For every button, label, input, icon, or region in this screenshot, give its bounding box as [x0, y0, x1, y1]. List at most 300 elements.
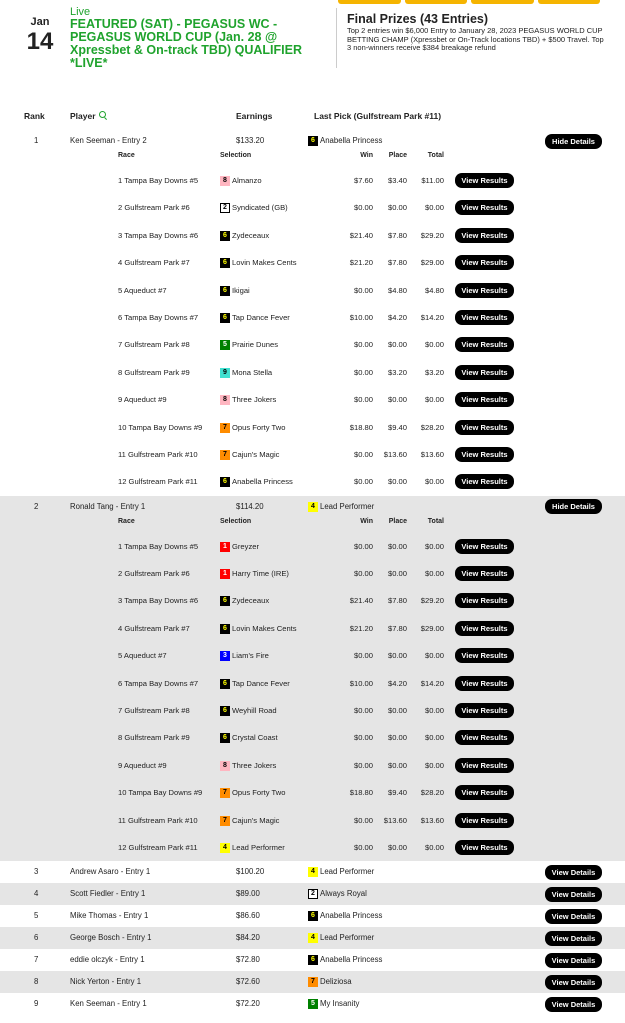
col-total: Total — [427, 517, 444, 525]
total-cell: $14.20 — [420, 312, 444, 322]
last-pick-cell — [308, 861, 374, 883]
place-cell: $0.00 — [387, 340, 407, 350]
total-cell: $0.00 — [424, 203, 444, 213]
header-divider — [336, 8, 337, 68]
selection-name: Tap Dance Fever — [232, 678, 290, 688]
selection-name: Zydeceaux — [232, 230, 270, 240]
race-cell: 2 Gulfstream Park #6 — [118, 569, 190, 579]
last-pick-cell — [308, 130, 382, 152]
place-cell: $0.00 — [387, 733, 407, 743]
race-cell: 11 Gulfstream Park #10 — [118, 449, 198, 459]
place-cell: $0.00 — [387, 569, 407, 579]
player-cell[interactable]: Nick Yerton - Entry 1 — [70, 977, 142, 987]
race-row — [0, 834, 625, 861]
total-cell: $0.00 — [424, 477, 444, 487]
selection-name: Opus Forty Two — [232, 788, 286, 798]
post-position-badge: 4 — [220, 843, 230, 853]
col-player-label: Player — [70, 111, 96, 121]
col-player — [70, 111, 96, 121]
post-position-badge: 2 — [220, 203, 230, 213]
earnings-cell: $114.20 — [236, 501, 264, 511]
earnings-cell: $72.60 — [236, 977, 260, 987]
win-cell: $7.60 — [353, 176, 373, 185]
col-race: Race — [118, 152, 135, 159]
race-cell: 4 Gulfstream Park #7 — [118, 258, 190, 268]
total-cell: $0.00 — [424, 842, 444, 852]
view-results-button[interactable]: View Results — [455, 593, 514, 608]
entry-details — [0, 152, 625, 496]
selection-name: Weyhill Road — [232, 706, 277, 716]
selection-cell — [220, 752, 276, 779]
win-cell: $0.00 — [353, 815, 373, 825]
race-row — [0, 533, 625, 560]
table-row — [0, 971, 625, 993]
place-cell: $13.60 — [383, 815, 407, 825]
selection-name: Zydeceaux — [232, 596, 270, 606]
selection-cell — [220, 167, 262, 194]
details-header — [0, 152, 625, 167]
view-details-button[interactable]: View Details — [545, 865, 602, 880]
win-cell: $21.20 — [349, 623, 373, 633]
post-position-badge: 8 — [220, 761, 230, 771]
post-position-badge: 7 — [220, 816, 230, 826]
earnings-cell: $72.80 — [236, 955, 260, 965]
rank-cell: 5 — [34, 911, 39, 921]
post-position-badge: 6 — [220, 706, 230, 716]
total-cell: $28.20 — [420, 422, 444, 432]
player-cell[interactable]: Mike Thomas - Entry 1 — [70, 911, 149, 921]
date-day: 14 — [26, 28, 54, 55]
rank-cell: 9 — [34, 999, 39, 1009]
place-cell: $7.80 — [387, 623, 407, 633]
race-cell: 9 Aqueduct #9 — [118, 760, 167, 770]
player-cell[interactable]: Andrew Asaro - Entry 1 — [70, 867, 151, 877]
win-cell: $21.40 — [349, 596, 373, 606]
contest-info — [70, 6, 318, 70]
selection-cell — [220, 834, 285, 861]
rank-cell: 3 — [34, 867, 39, 877]
race-row — [0, 642, 625, 669]
last-pick-cell — [308, 993, 359, 1015]
post-position-badge: 6 — [220, 231, 230, 241]
post-position-badge: 4 — [308, 933, 318, 943]
table-row — [0, 130, 625, 152]
selection-cell — [220, 277, 250, 304]
prizes-info — [347, 12, 609, 53]
place-cell: $9.40 — [387, 422, 407, 432]
selection-name: Ikigai — [232, 285, 250, 295]
place-cell: $0.00 — [387, 842, 407, 852]
player-cell[interactable]: Ken Seeman - Entry 1 — [70, 999, 147, 1009]
table-row — [0, 927, 625, 949]
race-cell: 7 Gulfstream Park #8 — [118, 340, 190, 350]
total-cell: $3.20 — [424, 367, 444, 377]
win-cell: $18.80 — [349, 788, 373, 798]
selection-cell — [220, 304, 290, 331]
race-row — [0, 560, 625, 587]
leaderboard-header — [0, 111, 625, 125]
last-pick-cell — [308, 927, 374, 949]
view-results-button[interactable]: View Results — [455, 539, 514, 554]
race-cell: 7 Gulfstream Park #8 — [118, 706, 190, 716]
post-position-badge: 3 — [220, 651, 230, 661]
view-results-button[interactable]: View Results — [455, 621, 514, 636]
selection-cell — [220, 560, 289, 587]
view-results-button[interactable]: View Results — [455, 840, 514, 855]
win-cell: $0.00 — [353, 477, 373, 487]
total-cell: $29.00 — [420, 258, 444, 268]
win-cell: $10.00 — [349, 678, 373, 688]
entry-details — [0, 518, 625, 862]
selection-cell — [220, 386, 276, 413]
last-pick-name: Lead Performer — [320, 933, 375, 943]
win-cell: $0.00 — [353, 651, 373, 661]
race-row — [0, 331, 625, 358]
total-cell: $29.20 — [420, 230, 444, 240]
race-cell: 6 Tampa Bay Downs #7 — [118, 678, 199, 688]
race-cell: 4 Gulfstream Park #7 — [118, 623, 190, 633]
place-cell: $0.00 — [387, 395, 407, 405]
total-cell: $13.60 — [420, 815, 444, 825]
col-selection: Selection — [220, 517, 252, 525]
rank-cell: 2 — [34, 501, 39, 511]
total-cell: $0.00 — [424, 395, 444, 405]
post-position-badge: 6 — [220, 258, 230, 268]
last-pick-name: Anabella Princess — [320, 911, 383, 921]
place-cell: $4.20 — [387, 312, 407, 322]
place-cell: $7.80 — [387, 258, 407, 268]
race-row — [0, 304, 625, 331]
selection-name: Syndicated (GB) — [232, 203, 288, 213]
win-cell: $10.00 — [349, 312, 373, 322]
race-row — [0, 779, 625, 806]
earnings-cell: $84.20 — [236, 933, 260, 943]
prizes-description: Top 2 entries win $6,000 Entry to January 28, 2023 PEGASUS WORLD CUP BETTING CHAMP (Xpressbet or On-Track locations TBD) + $500 Travel. Top 3 non-winners receive $384 breakage refund — [347, 26, 604, 53]
race-cell: 1 Tampa Bay Downs #5 — [118, 176, 199, 185]
total-cell: $0.00 — [424, 569, 444, 579]
win-cell: $0.00 — [353, 203, 373, 213]
place-cell: $3.40 — [387, 176, 407, 185]
last-pick-cell — [308, 883, 367, 905]
race-cell: 12 Gulfstream Park #11 — [118, 477, 198, 487]
table-row — [0, 905, 625, 927]
last-pick-name: Anabella Princess — [320, 136, 383, 145]
post-position-badge: 6 — [220, 477, 230, 487]
selection-name: Three Jokers — [232, 760, 277, 770]
selection-name: Lovin Makes Cents — [232, 258, 297, 268]
table-row — [0, 993, 625, 1015]
col-place: Place — [388, 517, 407, 525]
total-cell: $0.00 — [424, 760, 444, 770]
details-header — [0, 518, 625, 533]
race-cell: 8 Gulfstream Park #9 — [118, 733, 190, 743]
table-row — [0, 861, 625, 883]
race-cell: 6 Tampa Bay Downs #7 — [118, 312, 199, 322]
view-results-button[interactable]: View Results — [455, 785, 514, 800]
player-cell[interactable]: Ronald Tang - Entry 1 — [70, 501, 146, 511]
col-win: Win — [360, 517, 373, 525]
race-cell: 10 Tampa Bay Downs #9 — [118, 422, 203, 432]
race-row — [0, 807, 625, 834]
earnings-cell: $72.20 — [236, 999, 260, 1009]
view-details-button[interactable]: View Details — [545, 953, 602, 968]
prizes-title: Final Prizes (43 Entries) — [347, 12, 489, 26]
col-total: Total — [427, 152, 444, 159]
earnings-cell: $89.00 — [236, 889, 260, 899]
post-position-badge: 8 — [220, 395, 230, 405]
post-position-badge: 7 — [220, 423, 230, 433]
selection-cell — [220, 194, 288, 221]
selection-cell — [220, 587, 269, 614]
win-cell: $0.00 — [353, 367, 373, 377]
view-results-button[interactable]: View Results — [455, 310, 514, 325]
view-results-button[interactable]: View Results — [455, 365, 514, 380]
win-cell: $0.00 — [353, 569, 373, 579]
last-pick-name: My Insanity — [320, 999, 360, 1009]
race-row — [0, 167, 625, 194]
selection-cell — [220, 779, 285, 806]
race-row — [0, 249, 625, 276]
win-cell: $0.00 — [353, 842, 373, 852]
total-cell: $0.00 — [424, 340, 444, 350]
rank-cell: 6 — [34, 933, 39, 943]
post-position-badge: 6 — [220, 286, 230, 296]
post-position-badge: 6 — [308, 911, 318, 921]
post-position-badge: 7 — [220, 788, 230, 798]
race-cell: 11 Gulfstream Park #10 — [118, 815, 198, 825]
earnings-cell: $86.60 — [236, 911, 260, 921]
col-place: Place — [388, 152, 407, 159]
selection-name: Mona Stella — [232, 367, 273, 377]
rank-cell: 1 — [34, 136, 39, 145]
selection-cell — [220, 249, 297, 276]
race-cell: 1 Tampa Bay Downs #5 — [118, 541, 199, 551]
place-cell: $0.00 — [387, 651, 407, 661]
race-row — [0, 752, 625, 779]
contest-status: Live — [70, 6, 91, 18]
race-row — [0, 697, 625, 724]
selection-cell — [220, 414, 285, 441]
place-cell: $0.00 — [387, 541, 407, 551]
post-position-badge: 1 — [220, 569, 230, 579]
table-row — [0, 883, 625, 905]
selection-cell — [220, 533, 259, 560]
view-results-button[interactable]: View Results — [455, 447, 514, 462]
view-details-button[interactable]: View Details — [545, 909, 602, 924]
win-cell: $0.00 — [353, 541, 373, 551]
selection-name: Greyzer — [232, 541, 260, 551]
race-cell: 3 Tampa Bay Downs #6 — [118, 596, 199, 606]
place-cell: $0.00 — [387, 477, 407, 487]
place-cell: $4.20 — [387, 678, 407, 688]
view-results-button[interactable]: View Results — [455, 255, 514, 270]
race-row — [0, 222, 625, 249]
selection-name: Almanzo — [232, 176, 262, 185]
post-position-badge: 4 — [308, 867, 318, 877]
win-cell: $0.00 — [353, 733, 373, 743]
selection-name: Crystal Coast — [232, 733, 278, 743]
race-cell: 5 Aqueduct #7 — [118, 651, 167, 661]
race-row — [0, 359, 625, 386]
rank-cell: 7 — [34, 955, 39, 965]
race-row — [0, 386, 625, 413]
total-cell: $14.20 — [420, 678, 444, 688]
col-selection: Selection — [220, 152, 252, 159]
post-position-badge: 4 — [308, 502, 318, 512]
race-cell: 9 Aqueduct #9 — [118, 395, 167, 405]
selection-cell — [220, 670, 290, 697]
last-pick-name: Lead Performer — [320, 501, 375, 511]
view-results-button[interactable]: View Results — [455, 566, 514, 581]
last-pick-cell — [308, 905, 382, 927]
post-position-badge: 6 — [308, 955, 318, 965]
place-cell: $7.80 — [387, 596, 407, 606]
view-results-button[interactable]: View Results — [455, 392, 514, 407]
selection-cell — [220, 724, 278, 751]
selection-cell — [220, 615, 297, 642]
total-cell: $0.00 — [424, 541, 444, 551]
rank-cell: 8 — [34, 977, 39, 987]
race-row — [0, 670, 625, 697]
post-position-badge: 7 — [308, 977, 318, 987]
selection-name: Opus Forty Two — [232, 422, 286, 432]
contest-header — [0, 4, 625, 82]
selection-name: Three Jokers — [232, 395, 277, 405]
player-cell[interactable]: eddie olczyk - Entry 1 — [70, 955, 145, 965]
post-position-badge: 7 — [220, 450, 230, 460]
selection-cell — [220, 331, 278, 358]
post-position-badge: 9 — [220, 368, 230, 378]
earnings-cell: $100.20 — [236, 867, 265, 877]
post-position-badge: 6 — [308, 136, 318, 146]
selection-name: Cajun's Magic — [232, 449, 280, 459]
leaderboard-rows — [0, 130, 625, 1015]
view-results-button[interactable]: View Results — [455, 420, 514, 435]
last-pick-cell — [308, 949, 382, 971]
player-cell[interactable]: George Bosch - Entry 1 — [70, 933, 152, 943]
view-details-button[interactable]: View Details — [545, 931, 602, 946]
last-pick-name: Deliziosa — [320, 977, 352, 987]
view-details-button[interactable]: View Details — [545, 997, 602, 1012]
view-results-button[interactable]: View Results — [455, 703, 514, 718]
last-pick-cell — [308, 496, 374, 518]
post-position-badge: 5 — [220, 340, 230, 350]
date-month: Jan — [30, 16, 50, 28]
selection-name: Tap Dance Fever — [232, 312, 290, 322]
view-details-button[interactable]: View Details — [545, 975, 602, 990]
post-position-badge: 6 — [220, 679, 230, 689]
search-icon[interactable] — [99, 111, 106, 118]
total-cell: $0.00 — [424, 733, 444, 743]
view-results-button[interactable]: View Results — [455, 758, 514, 773]
last-pick-name: Lead Performer — [320, 867, 375, 877]
selection-name: Liam's Fire — [232, 651, 269, 661]
selection-name: Harry Time (IRE) — [232, 569, 289, 579]
selection-name: Lead Performer — [232, 842, 285, 852]
selection-name: Lovin Makes Cents — [232, 623, 297, 633]
total-cell: $13.60 — [420, 449, 444, 459]
hide-details-button[interactable]: Hide Details — [545, 134, 602, 149]
view-results-button[interactable]: View Results — [455, 337, 514, 352]
post-position-badge: 1 — [220, 542, 230, 552]
view-results-button[interactable]: View Results — [455, 648, 514, 663]
col-rank: Rank — [24, 111, 45, 121]
view-results-button[interactable]: View Results — [455, 474, 514, 489]
col-race: Race — [118, 517, 135, 525]
view-results-button[interactable]: View Results — [455, 676, 514, 691]
race-cell: 8 Gulfstream Park #9 — [118, 367, 190, 377]
selection-cell — [220, 441, 279, 468]
last-pick-name: Anabella Princess — [320, 955, 383, 965]
view-results-button[interactable]: View Results — [455, 173, 514, 188]
race-row — [0, 277, 625, 304]
race-row — [0, 587, 625, 614]
view-results-button[interactable]: View Results — [455, 228, 514, 243]
hide-details-button[interactable]: Hide Details — [545, 499, 602, 514]
win-cell: $21.40 — [349, 230, 373, 240]
selection-cell — [220, 697, 277, 724]
selection-cell — [220, 222, 269, 249]
player-cell[interactable]: Ken Seeman - Entry 2 — [70, 136, 147, 145]
win-cell: $0.00 — [353, 760, 373, 770]
earnings-cell: $133.20 — [236, 136, 265, 145]
selection-cell — [220, 807, 279, 834]
post-position-badge: 6 — [220, 624, 230, 634]
col-win: Win — [360, 152, 373, 159]
selection-cell — [220, 468, 293, 495]
place-cell: $4.80 — [387, 285, 407, 295]
rank-cell: 4 — [34, 889, 39, 899]
view-results-button[interactable]: View Results — [455, 730, 514, 745]
view-details-button[interactable]: View Details — [545, 887, 602, 902]
contest-date — [22, 16, 58, 54]
total-cell: $0.00 — [424, 651, 444, 661]
post-position-badge: 6 — [220, 596, 230, 606]
win-cell: $18.80 — [349, 422, 373, 432]
place-cell: $0.00 — [387, 706, 407, 716]
total-cell: $0.00 — [424, 706, 444, 716]
total-cell: $28.20 — [420, 788, 444, 798]
place-cell: $7.80 — [387, 230, 407, 240]
view-results-button[interactable]: View Results — [455, 283, 514, 298]
view-results-button[interactable]: View Results — [455, 200, 514, 215]
race-row — [0, 724, 625, 751]
place-cell: $9.40 — [387, 788, 407, 798]
race-cell: 2 Gulfstream Park #6 — [118, 203, 190, 213]
race-cell: 10 Tampa Bay Downs #9 — [118, 788, 203, 798]
contest-title: FEATURED (SAT) - PEGASUS WC - PEGASUS WORLD CUP (Jan. 28 @ Xpressbet & On-track TBD) QUALIFIER *LIVE* — [70, 17, 302, 70]
post-position-badge: 6 — [220, 733, 230, 743]
table-row — [0, 949, 625, 971]
col-earnings: Earnings — [236, 111, 273, 121]
place-cell: $0.00 — [387, 203, 407, 213]
win-cell: $0.00 — [353, 706, 373, 716]
selection-name: Cajun's Magic — [232, 815, 280, 825]
selection-name: Anabella Princess — [232, 477, 293, 487]
win-cell: $0.00 — [353, 340, 373, 350]
player-cell[interactable]: Scott Fiedler - Entry 1 — [70, 889, 146, 899]
win-cell: $21.20 — [349, 258, 373, 268]
win-cell: $0.00 — [353, 395, 373, 405]
race-row — [0, 468, 625, 495]
total-cell: $29.20 — [420, 596, 444, 606]
place-cell: $0.00 — [387, 760, 407, 770]
view-results-button[interactable]: View Results — [455, 813, 514, 828]
race-cell: 3 Tampa Bay Downs #6 — [118, 230, 199, 240]
place-cell: $13.60 — [383, 449, 407, 459]
race-cell: 5 Aqueduct #7 — [118, 285, 167, 295]
selection-name: Prairie Dunes — [232, 340, 279, 350]
